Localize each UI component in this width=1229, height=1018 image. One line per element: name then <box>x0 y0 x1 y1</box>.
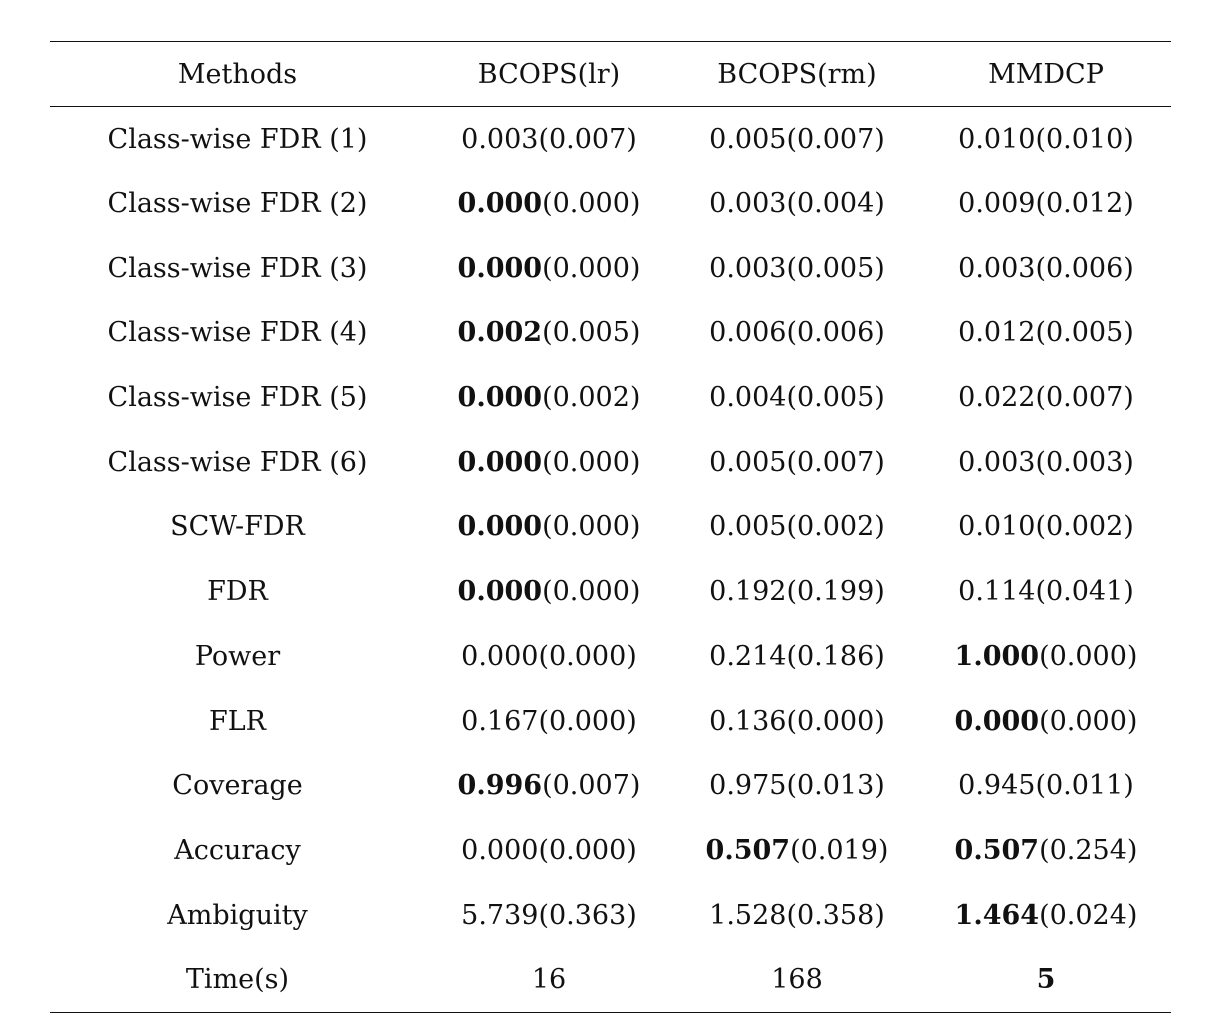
method-name-cell: Class-wise FDR (5) <box>107 382 368 414</box>
method-name-cell: Time(s) <box>185 964 290 996</box>
result-value-best: 0.000 <box>457 576 543 608</box>
result-sd: (0.007) <box>1035 382 1134 414</box>
method-name-cell: Class-wise FDR (4) <box>107 317 368 349</box>
result-value-best: 0.000 <box>457 188 543 220</box>
result-sd: (0.186) <box>786 640 885 672</box>
result-value-best: 1.464 <box>954 899 1040 931</box>
result-cell <box>921 171 1171 236</box>
result-sd: (0.013) <box>786 770 885 802</box>
result-cell <box>673 818 921 883</box>
result-sd: (0.041) <box>1035 576 1134 608</box>
result-value: 0.012 <box>958 317 1036 349</box>
result-sd: (0.000) <box>538 705 637 737</box>
result-value-best: 0.000 <box>457 382 543 414</box>
method-name-cell: Class-wise FDR (6) <box>107 446 368 478</box>
result-value: 0.192 <box>709 576 787 608</box>
result-cell <box>921 624 1171 689</box>
result-cell <box>673 947 921 1012</box>
table-row <box>50 171 1171 236</box>
result-cell <box>921 753 1171 818</box>
result-sd: (0.002) <box>542 382 641 414</box>
result-value: 0.167 <box>461 705 539 737</box>
result-value: 0.009 <box>958 188 1036 220</box>
result-cell <box>921 430 1171 495</box>
result-cell <box>425 818 673 883</box>
result-sd: (0.007) <box>542 770 641 802</box>
result-cell <box>673 689 921 754</box>
result-sd: (0.000) <box>786 705 885 737</box>
table-row <box>50 365 1171 430</box>
method-name-cell: Accuracy <box>174 834 301 866</box>
result-sd: (0.019) <box>790 834 889 866</box>
result-value-best: 5 <box>1036 964 1056 996</box>
method-name-cell: Class-wise FDR (2) <box>107 188 368 220</box>
result-cell <box>921 495 1171 560</box>
result-cell <box>921 689 1171 754</box>
result-value: 0.003 <box>958 252 1036 284</box>
result-cell <box>921 559 1171 624</box>
result-value: 16 <box>531 964 567 996</box>
result-value: 0.005 <box>709 446 787 478</box>
method-name-cell: Power <box>194 640 281 672</box>
table-row <box>50 689 1171 754</box>
result-cell <box>673 301 921 366</box>
header-bcops-lr: BCOPS(lr) <box>477 58 621 90</box>
result-cell <box>425 430 673 495</box>
result-value: 0.003 <box>709 188 787 220</box>
result-cell <box>425 365 673 430</box>
result-cell <box>921 301 1171 366</box>
result-value: 168 <box>771 964 823 996</box>
header-bcops-rm: BCOPS(rm) <box>717 58 877 90</box>
method-name-cell: FLR <box>209 705 266 737</box>
method-name-cell: Ambiguity <box>167 899 308 931</box>
result-sd: (0.000) <box>542 576 641 608</box>
result-value: 0.004 <box>709 382 787 414</box>
result-value-best: 0.996 <box>457 770 543 802</box>
result-sd: (0.002) <box>786 511 885 543</box>
result-sd: (0.004) <box>786 188 885 220</box>
result-cell <box>673 171 921 236</box>
result-cell <box>921 107 1171 172</box>
result-value: 0.975 <box>709 770 787 802</box>
result-value-best: 1.000 <box>954 640 1040 672</box>
result-value: 0.003 <box>958 446 1036 478</box>
result-sd: (0.000) <box>542 511 641 543</box>
result-sd: (0.254) <box>1039 834 1138 866</box>
result-value-best: 0.000 <box>457 252 543 284</box>
results-table <box>50 41 1171 1013</box>
result-cell <box>425 107 673 172</box>
result-value-best: 0.000 <box>457 446 543 478</box>
table-row <box>50 624 1171 689</box>
result-cell <box>673 236 921 301</box>
table-row <box>50 947 1171 1012</box>
table-row <box>50 818 1171 883</box>
result-cell <box>673 107 921 172</box>
result-sd: (0.005) <box>542 317 641 349</box>
result-sd: (0.006) <box>786 317 885 349</box>
result-value-best: 0.000 <box>457 511 543 543</box>
result-sd: (0.199) <box>786 576 885 608</box>
result-sd: (0.363) <box>538 899 637 931</box>
result-value: 1.528 <box>709 899 787 931</box>
result-sd: (0.007) <box>786 446 885 478</box>
result-cell <box>425 559 673 624</box>
result-sd: (0.005) <box>1035 317 1134 349</box>
result-cell <box>425 171 673 236</box>
result-value: 0.006 <box>709 317 787 349</box>
table-row <box>50 495 1171 560</box>
table-row <box>50 753 1171 818</box>
result-cell <box>425 689 673 754</box>
result-sd: (0.010) <box>1035 123 1134 155</box>
result-cell <box>921 947 1171 1012</box>
result-sd: (0.002) <box>1035 511 1134 543</box>
result-sd: (0.007) <box>538 123 637 155</box>
result-sd: (0.011) <box>1035 770 1134 802</box>
result-cell <box>921 818 1171 883</box>
result-cell <box>673 430 921 495</box>
result-value: 0.003 <box>709 252 787 284</box>
result-sd: (0.006) <box>1035 252 1134 284</box>
result-sd: (0.000) <box>1039 705 1138 737</box>
table-row <box>50 883 1171 948</box>
result-cell <box>921 365 1171 430</box>
result-sd: (0.000) <box>542 252 641 284</box>
result-cell <box>673 624 921 689</box>
table-row <box>50 301 1171 366</box>
result-value-best: 0.507 <box>705 834 791 866</box>
result-cell <box>425 753 673 818</box>
result-cell <box>425 301 673 366</box>
results-table-container <box>50 41 1171 1013</box>
result-sd: (0.000) <box>542 446 641 478</box>
result-cell <box>425 883 673 948</box>
result-cell <box>673 753 921 818</box>
result-value: 0.214 <box>709 640 787 672</box>
result-sd: (0.005) <box>786 382 885 414</box>
result-cell <box>425 624 673 689</box>
result-value: 0.945 <box>958 770 1036 802</box>
table-row <box>50 559 1171 624</box>
result-cell <box>921 236 1171 301</box>
result-value: 0.005 <box>709 123 787 155</box>
result-sd: (0.000) <box>538 640 637 672</box>
result-cell <box>673 559 921 624</box>
result-sd: (0.024) <box>1039 899 1138 931</box>
result-value: 0.000 <box>461 834 539 866</box>
method-name-cell: FDR <box>207 576 268 608</box>
header-methods: Methods <box>177 58 298 90</box>
result-sd: (0.003) <box>1035 446 1134 478</box>
result-cell <box>425 495 673 560</box>
table-row <box>50 236 1171 301</box>
result-value: 0.114 <box>958 576 1036 608</box>
result-sd: (0.000) <box>1039 640 1138 672</box>
result-cell <box>673 495 921 560</box>
result-value-best: 0.507 <box>954 834 1040 866</box>
result-value-best: 0.000 <box>954 705 1040 737</box>
result-value: 0.136 <box>709 705 787 737</box>
result-value: 0.010 <box>958 123 1036 155</box>
result-cell <box>425 947 673 1012</box>
header-mmdcp: MMDCP <box>988 58 1104 90</box>
method-name-cell: SCW-FDR <box>170 511 305 543</box>
table-row <box>50 107 1171 172</box>
result-cell <box>921 883 1171 948</box>
method-name-cell: Class-wise FDR (1) <box>107 123 368 155</box>
result-sd: (0.358) <box>786 899 885 931</box>
result-cell <box>673 883 921 948</box>
result-value: 0.000 <box>461 640 539 672</box>
result-sd: (0.007) <box>786 123 885 155</box>
result-sd: (0.000) <box>542 188 641 220</box>
result-value: 0.005 <box>709 511 787 543</box>
result-sd: (0.012) <box>1035 188 1134 220</box>
table-body <box>50 107 1171 1013</box>
result-cell <box>673 365 921 430</box>
result-value: 0.022 <box>958 382 1036 414</box>
header-row <box>50 42 1171 107</box>
result-cell <box>425 236 673 301</box>
method-name-cell: Class-wise FDR (3) <box>107 252 368 284</box>
table-row <box>50 430 1171 495</box>
method-name-cell: Coverage <box>172 770 303 802</box>
result-value-best: 0.002 <box>457 317 543 349</box>
result-value: 0.003 <box>461 123 539 155</box>
result-sd: (0.005) <box>786 252 885 284</box>
result-sd: (0.000) <box>538 834 637 866</box>
result-value: 0.010 <box>958 511 1036 543</box>
result-value: 5.739 <box>461 899 539 931</box>
